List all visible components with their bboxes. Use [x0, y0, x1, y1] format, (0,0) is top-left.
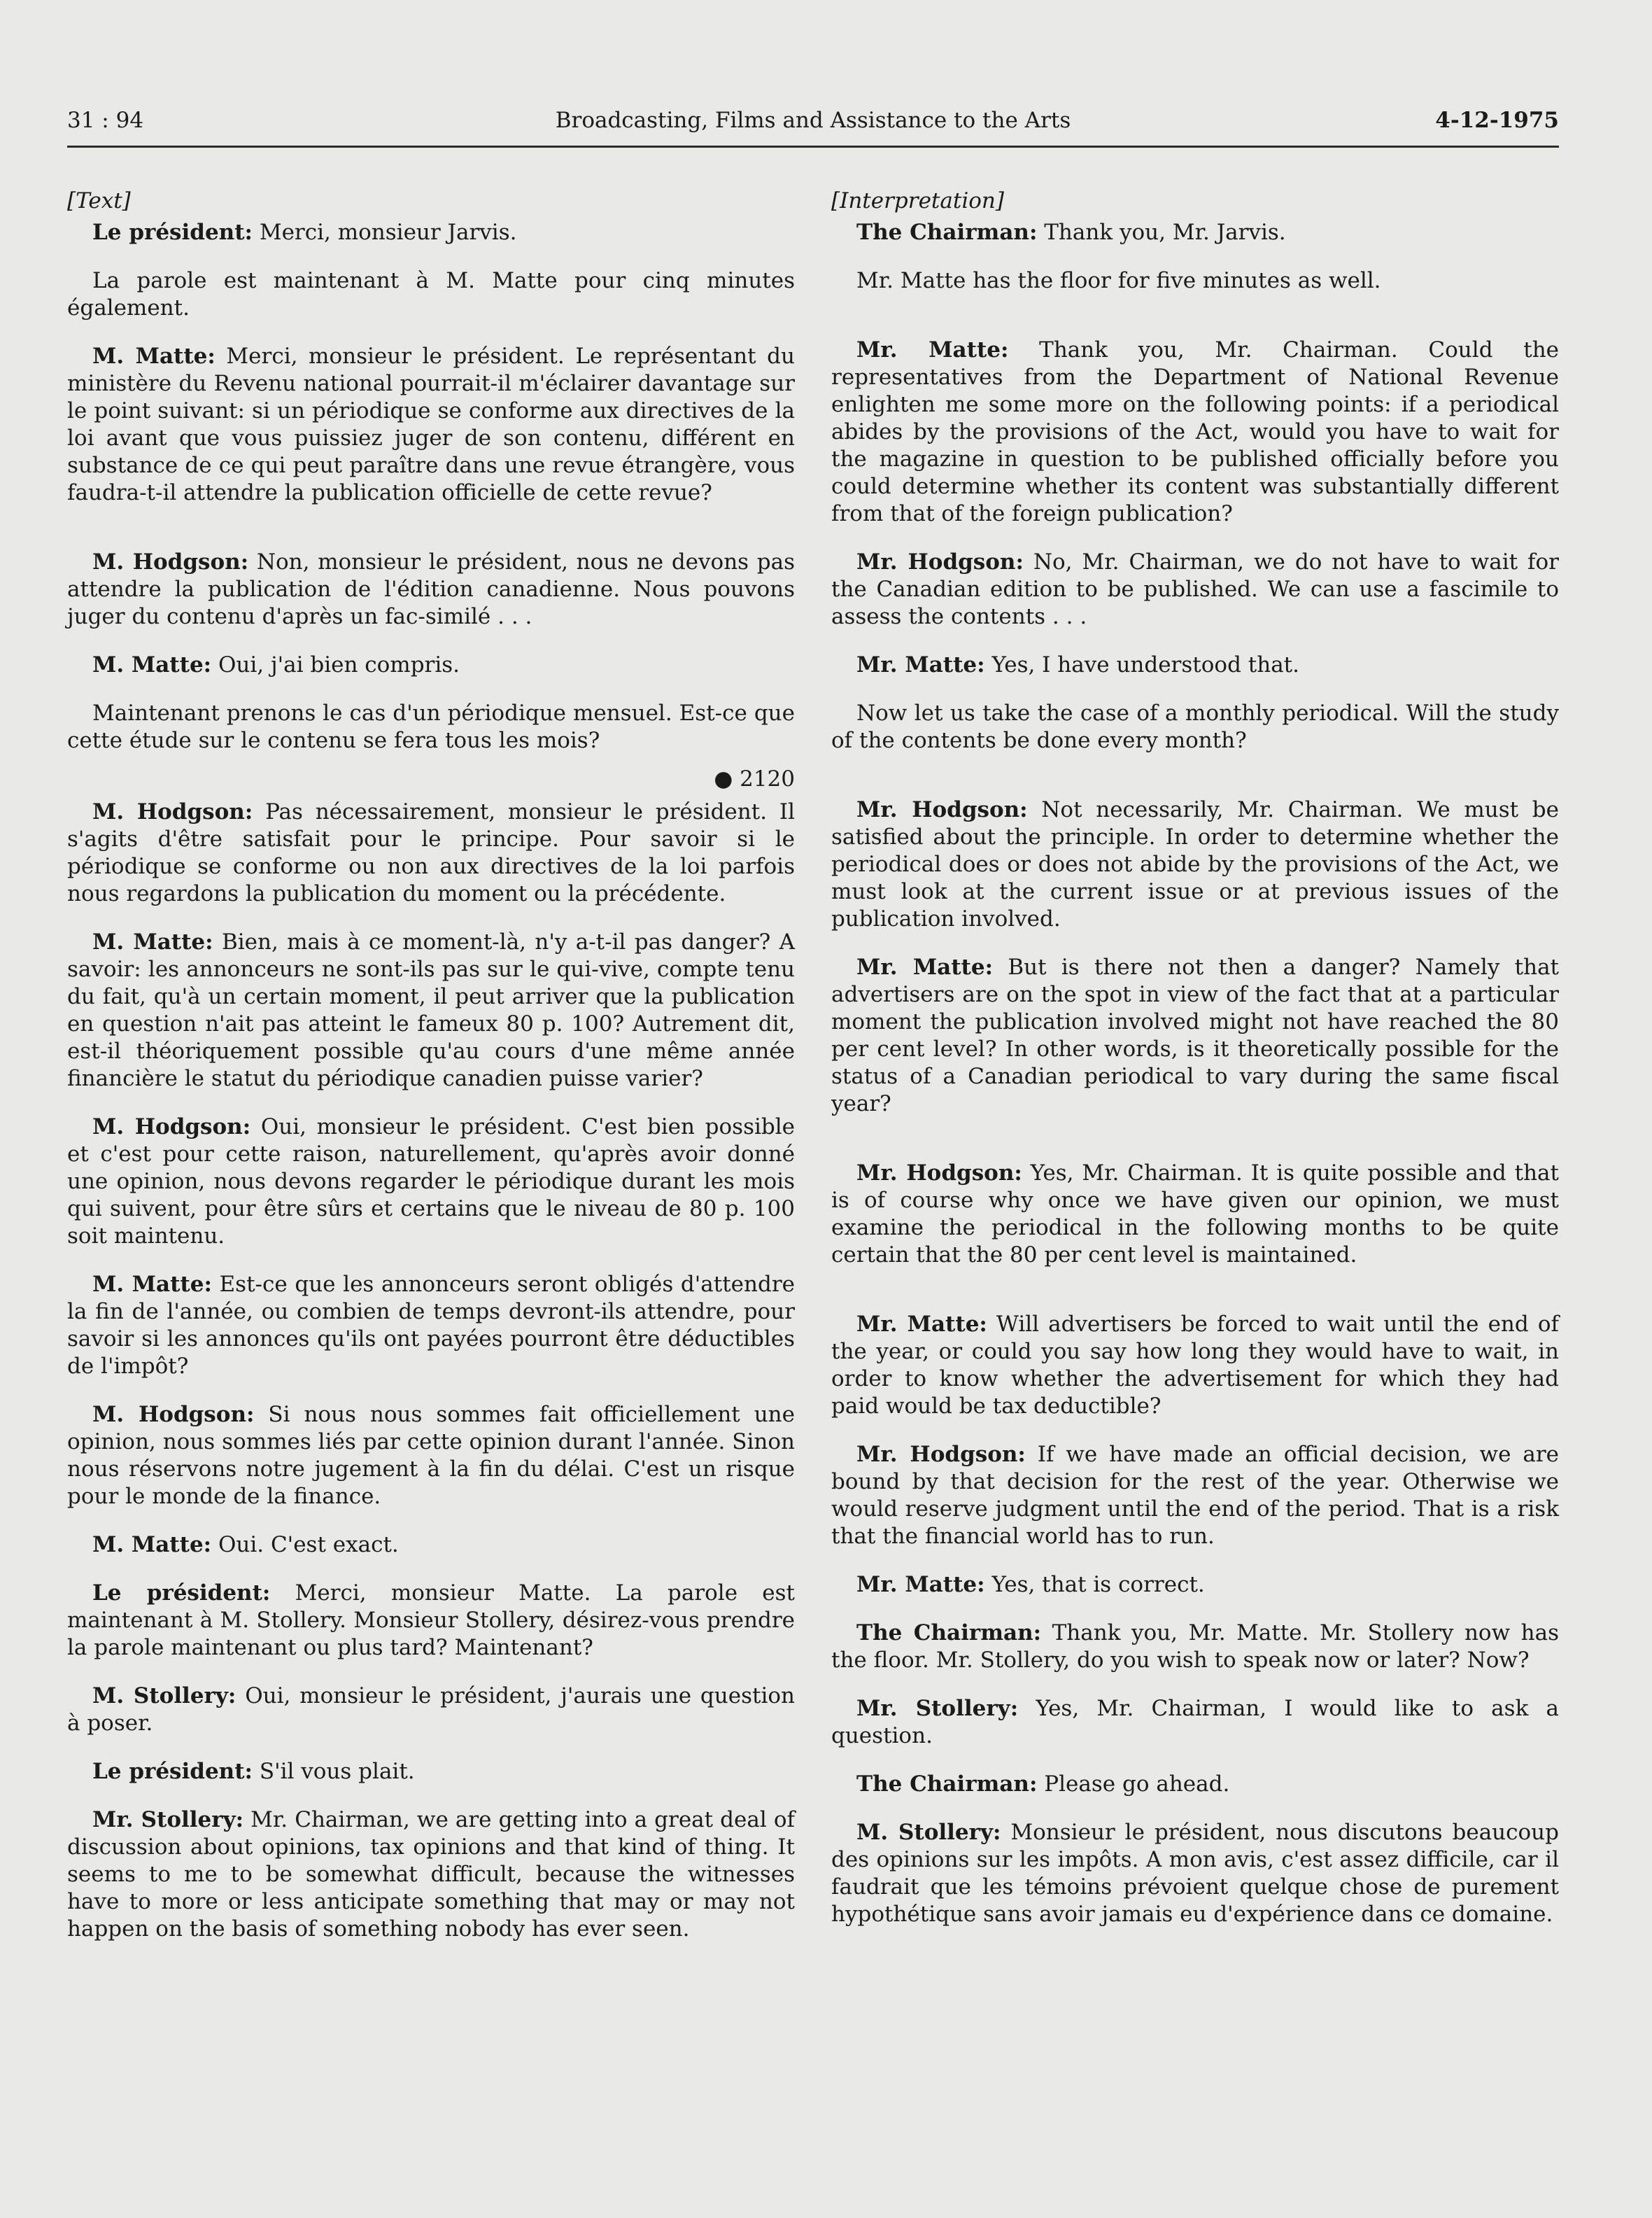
page-number: 31 : 94 — [67, 108, 144, 133]
speaker-label: M. Hodgson: — [92, 549, 249, 575]
paragraph: Mr. Hodgson: No, Mr. Chairman, we do not have to wait for the Canadian edition to be published. We can use a fascimile to assess the contents . . . — [831, 549, 1559, 629]
speaker-label: Mr. Hodgson: — [856, 1442, 1026, 1467]
time-marker: ● 2120 — [714, 766, 795, 792]
speaker-label: Mr. Stollery: — [92, 1807, 244, 1832]
paragraph: M. Hodgson: Oui, monsieur le président. C'est bien possible et c'est pour cette raison, naturellement, qu'après avoir donné une opinion, nous devons regarder le périodique durant les mois qui suivent, pour être sûrs et certains que le niveau de 80 p. 100 soit maintenu. — [67, 1114, 795, 1249]
english-column — [831, 188, 1559, 1949]
paragraph: Mr. Matte: Yes, I have understood that. — [856, 652, 1299, 678]
paragraph: Mr. Matte: But is there not then a danger? Namely that advertisers are on the spot in view of the fact that at a particular moment the publication involved might not have reached the 80 per cent level? In other words, is it theoretically possible for the status of a Canadian periodical to vary during the same fiscal year? — [831, 955, 1560, 1116]
speaker-label: M. Matte: — [92, 929, 213, 955]
paragraph: M. Stollery: Monsieur le président, nous discutons beaucoup des opinions sur les impôts. A mon avis, c'est assez difficile, car il faudrait que les témoins prévoient quelque chose de purement hypothétique sans avoir jamais eu d'expérience dans ce domaine. — [831, 1820, 1559, 1927]
paragraph: Mr. Hodgson: Yes, Mr. Chairman. It is quite possible and that is of course why once we have given our opinion, we must examine the periodical in the following months to be quite certain that the 80 per cent level is maintained. — [831, 1160, 1559, 1268]
speaker-label: The Chairman: — [856, 1771, 1038, 1797]
paragraph: Mr. Matte: Yes, that is correct. — [856, 1572, 1205, 1597]
paragraph: M. Hodgson: Non, monsieur le président, nous ne devons pas attendre la publication de l'édition canadienne. Nous pouvons juger du contenu d'après un fac-similé . . . — [67, 549, 795, 629]
paragraph: Maintenant prenons le cas d'un périodique mensuel. Est-ce que cette étude sur le contenu se fera tous les mois? — [67, 701, 795, 753]
speaker-label: M. Stollery: — [856, 1820, 1001, 1845]
paragraph: Mr. Matte: Thank you, Mr. Chairman. Could the representatives from the Department of National Revenue enlighten me some more on the following points: if a periodical abides by the provisions of the Act, would you have to wait for the magazine in question to be published officially before you could determine whether its content was substantially different from that of the foreign publication? — [831, 337, 1560, 526]
paragraph: M. Hodgson: Si nous nous sommes fait officiellement une opinion, nous sommes liés par cette opinion durant l'année. Sinon nous réservons notre jugement à la fin du délai. C'est un risque pour le monde de la finance. — [67, 1402, 795, 1509]
paragraph: The Chairman: Please go ahead. — [856, 1771, 1230, 1797]
speaker-label: Mr. Hodgson: — [856, 549, 1024, 575]
speaker-label: The Chairman: — [856, 220, 1038, 245]
speaker-label: Mr. Matte: — [856, 1312, 987, 1337]
speaker-label: Mr. Stollery: — [856, 1696, 1019, 1721]
speaker-label: M. Stollery: — [92, 1683, 236, 1708]
speaker-label: M. Hodgson: — [92, 1114, 251, 1139]
paragraph: Le président: S'il vous plait. — [92, 1759, 415, 1784]
paragraph: Mr. Stollery: Yes, Mr. Chairman, I would like to ask a question. — [831, 1696, 1560, 1748]
paragraph: La parole est maintenant à M. Matte pour cinq minutes également. — [67, 268, 795, 321]
speaker-label: Le président: — [92, 1580, 271, 1606]
paragraph: M. Hodgson: Pas nécessairement, monsieur le président. Il s'agits d'être satisfait pour le principe. Pour savoir si le périodique se conforme ou non aux directives de la loi parfois nous regardons la publication du moment ou la précédente. — [67, 799, 795, 906]
speaker-label: Mr. Matte: — [856, 1572, 985, 1597]
paragraph: M. Stollery: Oui, monsieur le président, j'aurais une question à poser. — [67, 1683, 795, 1736]
speaker-label: Mr. Matte: — [856, 955, 994, 980]
interpretation-tag: [Interpretation] — [831, 188, 1004, 213]
french-column — [67, 188, 795, 1964]
speaker-label: M. Matte: — [92, 1272, 212, 1297]
paragraph: The Chairman: Thank you, Mr. Jarvis. — [856, 220, 1286, 245]
paragraph: The Chairman: Thank you, Mr. Matte. Mr. Stollery now has the floor. Mr. Stollery, do you wish to speak now or later? Now? — [831, 1620, 1559, 1673]
paragraph: Mr. Hodgson: If we have made an official decision, we are bound by that decision for the rest of the year. Otherwise we would reserve judgment until the end of the period. That is a risk that the financial world has to run. — [831, 1442, 1559, 1549]
speaker-label: Le président: — [92, 1759, 253, 1784]
paragraph: M. Matte: Oui. C'est exact. — [92, 1532, 399, 1557]
paragraph: Mr. Matte has the floor for five minutes as well. — [856, 268, 1381, 293]
paragraph: Mr. Hodgson: Not necessarily, Mr. Chairman. We must be satisfied about the principle. In order to determine whether the periodical does or does not abide by the provisions of the Act, we must look at the current issue or at previous issues of the publication involved. — [831, 797, 1559, 932]
paragraph: Mr. Matte: Will advertisers be forced to wait until the end of the year, or could you say how long they would have to wait, in order to know whether the advertisement for which they had paid would be tax deductible? — [831, 1312, 1560, 1419]
speaker-label: Mr. Matte: — [856, 652, 985, 678]
speaker-label: M. Matte: — [92, 652, 212, 678]
speaker-label: The Chairman: — [856, 1620, 1042, 1645]
header-title: Broadcasting, Films and Assistance to the Arts — [555, 108, 1071, 133]
speaker-label: Le président: — [92, 220, 253, 245]
speaker-label: M. Matte: — [92, 344, 216, 369]
speaker-label: Mr. Hodgson: — [856, 797, 1028, 822]
paragraph: M. Matte: Merci, monsieur le président. Le représentant du ministère du Revenu national pourrait-il m'éclairer davantage sur le point suivant: si un périodique se conforme aux directives de la loi avant que vous puissiez juger de son contenu, différent en substance de ce qui peut paraître dans une revue étrangère, vous faudra-t-il attendre la publication officielle de cette revue? — [67, 344, 795, 505]
paragraph: Mr. Stollery: Mr. Chairman, we are getting into a great deal of discussion about opinions, tax opinions and that kind of thing. It seems to me to be somewhat difficult, because the witnesses have to more or less anticipate something that may or may not happen on the basis of something nobody has ever seen. — [67, 1807, 795, 1942]
paragraph: M. Matte: Oui, j'ai bien compris. — [92, 652, 460, 678]
text-tag: [Text] — [67, 188, 131, 213]
header-date: 4-12-1975 — [1435, 108, 1559, 133]
paragraph: Now let us take the case of a monthly periodical. Will the study of the contents be done every month? — [831, 701, 1559, 753]
speaker-label: M. Hodgson: — [92, 799, 253, 824]
speaker-label: Mr. Hodgson: — [856, 1160, 1022, 1186]
speaker-label: M. Hodgson: — [92, 1402, 255, 1427]
paragraph: Le président: Merci, monsieur Jarvis. — [92, 220, 517, 245]
running-header — [67, 104, 1559, 148]
paragraph: M. Matte: Est-ce que les annonceurs seront obligés d'attendre la fin de l'année, ou combien de temps devront-ils attendre, pour savoir si les annonces qu'ils ont payées pourront être déductibles de l'impôt? — [67, 1272, 796, 1379]
paragraph: M. Matte: Bien, mais à ce moment-là, n'y a-t-il pas danger? A savoir: les annonceurs ne sont-ils pas sur le qui-vive, compte tenu du fait, qu'à un certain moment, il peut arriver que la publication en question n'ait pas atteint le fameux 80 p. 100? Autrement dit, est-il théoriquement possible qu'au cours d'une même année financière le statut du périodique canadien puisse varier? — [67, 929, 796, 1091]
speaker-label: M. Matte: — [92, 1532, 212, 1557]
paragraph: Le président: Merci, monsieur Matte. La parole est maintenant à M. Stollery. Monsieur Stollery, désirez-vous prendre la parole maintenant ou plus tard? Maintenant? — [67, 1580, 795, 1660]
speaker-label: Mr. Matte: — [856, 337, 1009, 363]
